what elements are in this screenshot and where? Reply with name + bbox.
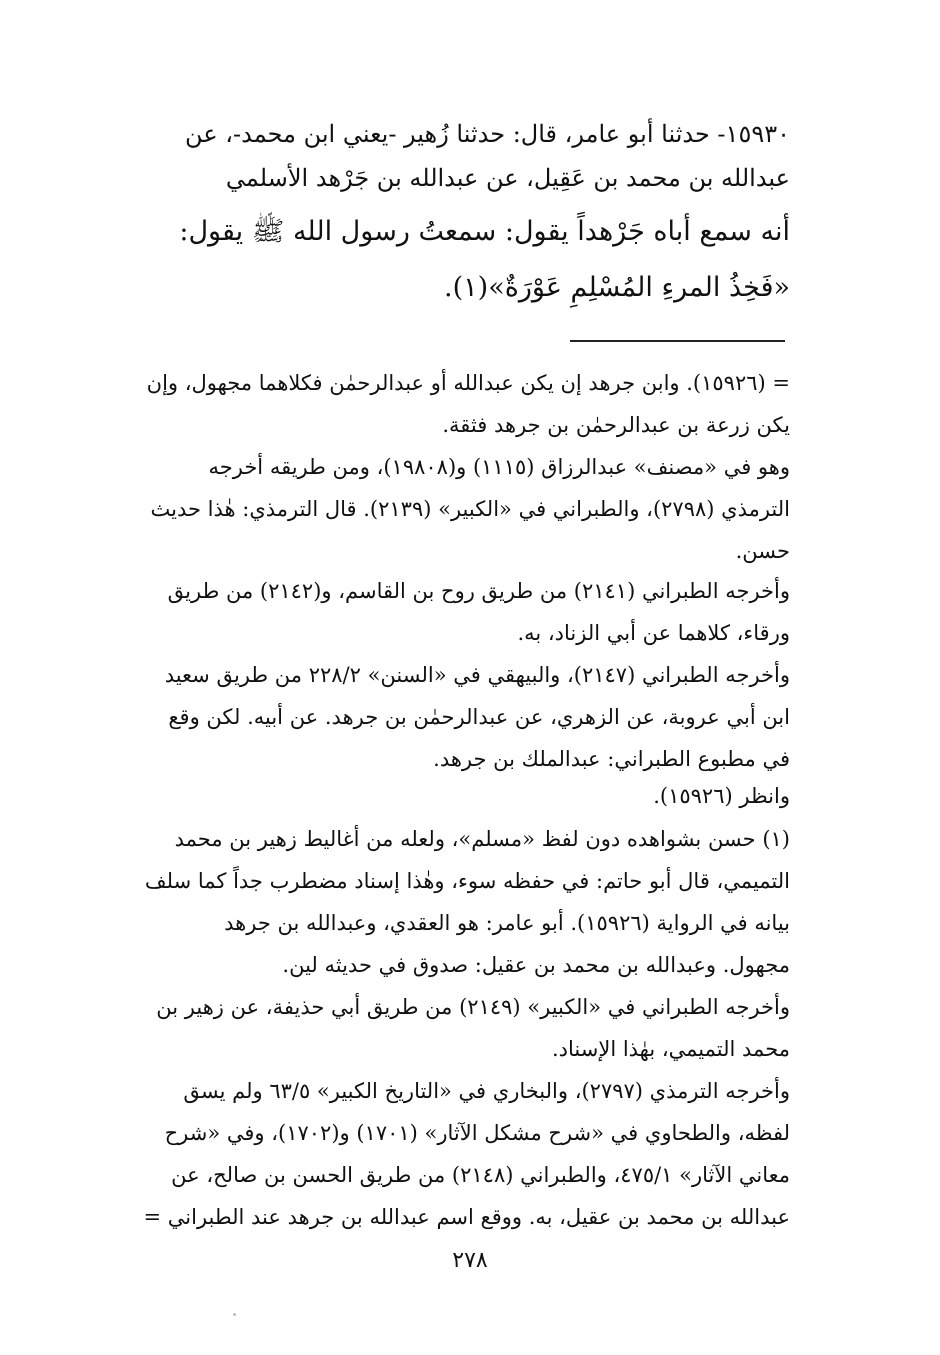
footnote-line: وأخرجه الترمذي (٢٧٩٧)، والبخاري في «التاريخ الكبير» ٦٣/٥ ولم يسق (183, 1079, 790, 1103)
footnote-paragraph (80, 1070, 790, 1238)
footnote-line: ورقاء، كلاهما عن أبي الزناد، به. (517, 621, 790, 645)
hadith-isnad (80, 112, 790, 200)
footnote-line: لفظه، والطحاوي في «شرح مشكل الآثار» (١٧٠١) و(١٧٠٢)، وفي «شرح (164, 1121, 790, 1145)
footnote-line: محمد التميمي، بهٰذا الإسناد. (551, 1037, 790, 1061)
footnote-paragraph (80, 818, 790, 986)
footnote-paragraph (80, 446, 790, 572)
footnote-line: يكن زرعة بن عبدالرحمٰن بن جرهد فثقة. (442, 413, 790, 437)
isnad-line-1: ١٥٩٣٠- حدثنا أبو عامر، قال: حدثنا زُهير -يعني ابن محمد-، عن (185, 120, 790, 148)
footnote-line: التميمي، قال أبو حاتم: في حفظه سوء، وهٰذا إسناد مضطرب جداً كما سلف (144, 869, 790, 893)
page-number: ٢٧٨ (452, 1248, 488, 1273)
footnote-paragraph (80, 654, 790, 812)
footnote-line: وهو في «مصنف» عبدالرزاق (١١١٥) و(١٩٨٠٨)، ومن طريقه أخرجه (208, 455, 790, 479)
footnote-separator (570, 340, 785, 342)
footnote-line: وأخرجه الطبراني (٢١٤٧)، والبيهقي في «السنن» ٢٢٨/٢ من طريق سعيد (164, 663, 790, 687)
footnote-line: حسن. (735, 539, 790, 563)
isnad-line-2: عبدالله بن محمد بن عَقِيل، عن عبدالله بن جَرْهد الأسلمي (225, 164, 790, 192)
footnote-line: ابن أبي عروبة، عن الزهري، عن عبدالرحمٰن بن جرهد. عن أبيه. لكن وقع (168, 705, 790, 729)
footnote-line: عبدالله بن محمد بن عقيل، به. ووقع اسم عبدالله بن جرهد عند الطبراني = (143, 1205, 790, 1229)
footnote-paragraph (80, 986, 790, 1070)
matn-line-1: أنه سمع أباه جَرْهداً يقول: سمعتُ رسول الله ﷺ يقول: (179, 216, 790, 247)
footnote-line: في مطبوع الطبراني: عبدالملك بن جرهد. (433, 747, 790, 771)
footnote-paragraph (80, 570, 790, 654)
footnote-paragraph (80, 362, 790, 446)
hadith-matn (80, 204, 790, 316)
footnote-line: وأخرجه الطبراني (٢١٤١) من طريق روح بن القاسم، و(٢١٤٢) من طريق (167, 579, 790, 603)
footnote-line: وانظر (١٥٩٢٦). (653, 784, 790, 808)
footnote-line: = (١٥٩٢٦). وابن جرهد إن يكن عبدالله أو عبدالرحمٰن فكلاهما مجهول، وإن (146, 371, 790, 395)
footnote-line: الترمذي (٢٧٩٨)، والطبراني في «الكبير» (٢١٣٩). قال الترمذي: هٰذا حديث (150, 497, 790, 521)
footnote-line: (١) حسن بشواهده دون لفظ «مسلم»، ولعله من أغاليط زهير بن محمد (174, 827, 790, 851)
footnote-line: بيانه في الرواية (١٥٩٢٦). أبو عامر: هو العقدي، وعبدالله بن جرهد (224, 911, 790, 935)
footnote-line: مجهول. وعبدالله بن محمد بن عقيل: صدوق في حديثه لين. (282, 953, 790, 977)
matn-line-2: «فَخِذُ المرءِ المُسْلِمِ عَوْرَةٌ»(١). (444, 272, 790, 303)
scan-speck (233, 1313, 236, 1316)
footnote-line: وأخرجه الطبراني في «الكبير» (٢١٤٩) من طريق أبي حذيفة، عن زهير بن (156, 995, 790, 1019)
footnote-line: معاني الآثار» ٤٧٥/١، والطبراني (٢١٤٨) من طريق الحسن بن صالح، عن (171, 1163, 790, 1187)
